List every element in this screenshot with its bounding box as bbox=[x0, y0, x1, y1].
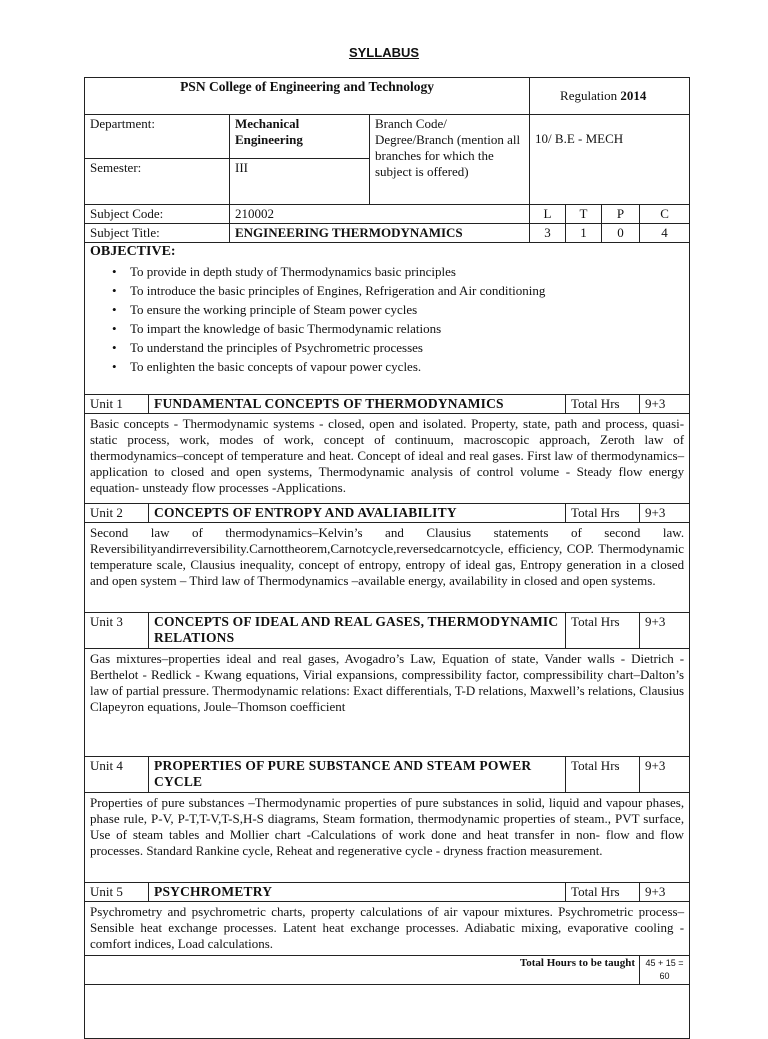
header-row bbox=[85, 78, 690, 115]
unit-content-row bbox=[85, 414, 690, 504]
regulation-cell bbox=[530, 78, 690, 115]
objective-text: To enlighten the basic concepts of vapour power cycles. bbox=[130, 359, 422, 374]
objective-item bbox=[112, 319, 684, 338]
unit-total-hrs-label: Total Hrs bbox=[566, 395, 640, 414]
objective-text: To ensure the working principle of Steam power cycles bbox=[130, 302, 418, 317]
unit-header-row bbox=[85, 883, 690, 902]
total-hours-value: 45 + 15 = 60 bbox=[640, 956, 690, 985]
total-hours-label: Total Hours to be taught bbox=[85, 956, 640, 985]
unit-content-row bbox=[85, 523, 690, 613]
objective-cell bbox=[85, 243, 690, 395]
unit-title: PSYCHROMETRY bbox=[149, 883, 566, 902]
page-heading: SYLLABUS bbox=[348, 45, 420, 60]
bullet-icon: • bbox=[112, 302, 117, 317]
objective-title: OBJECTIVE: bbox=[90, 244, 176, 259]
ltpc-value-c: 4 bbox=[640, 224, 690, 243]
unit-hrs-value: 9+3 bbox=[640, 613, 690, 649]
unit-header-row bbox=[85, 613, 690, 649]
bullet-icon: • bbox=[112, 359, 117, 374]
semester-label: Semester: bbox=[85, 159, 230, 205]
ltpc-header-p: P bbox=[602, 205, 640, 224]
unit-title: CONCEPTS OF IDEAL AND REAL GASES, THERMODYNAMIC RELATIONS bbox=[149, 613, 566, 649]
unit-header-row bbox=[85, 757, 690, 793]
subject-code-row bbox=[85, 205, 690, 224]
objective-text: To understand the principles of Psychrometric processes bbox=[130, 340, 423, 355]
ltpc-header-c: C bbox=[640, 205, 690, 224]
subject-code-value: 210002 bbox=[230, 205, 530, 224]
unit-content: Psychrometry and psychrometric charts, property calculations of air vapour mixtures. Psychrometric process–Sensible heat exchange processes. Latent heat exchange processes. Adiabatic mixing, evaporative cooling - comfort indices, Load calculations. bbox=[85, 902, 690, 956]
unit-content: Second law of thermodynamics–Kelvin’s and Clausius statements of second law. Reversibilityandirreversibility.Carnottheorem,Carnotcycle,reversedcarnotcycle, efficiency, COP. Thermodynamic temperature scale, Clausius inequality, concept of entropy, entropy of ideal gas, Entropy generation in a closed and open system – Third law of Thermodynamics –available energy, availability in closed and open systems. bbox=[85, 523, 690, 613]
unit-content-row bbox=[85, 902, 690, 956]
unit-number: Unit 3 bbox=[85, 613, 149, 649]
unit-hrs-value: 9+3 bbox=[640, 757, 690, 793]
unit-total-hrs-label: Total Hrs bbox=[566, 757, 640, 793]
blank-row bbox=[85, 985, 690, 1039]
objective-item bbox=[112, 262, 684, 281]
subject-title-value: ENGINEERING THERMODYNAMICS bbox=[230, 224, 530, 243]
unit-total-hrs-label: Total Hrs bbox=[566, 613, 640, 649]
unit-hrs-value: 9+3 bbox=[640, 504, 690, 523]
department-value: Mechanical Engineering bbox=[230, 115, 370, 159]
regulation-label: Regulation bbox=[560, 88, 618, 103]
bullet-icon: • bbox=[112, 321, 117, 336]
ltpc-value-p: 0 bbox=[602, 224, 640, 243]
unit-hrs-value: 9+3 bbox=[640, 883, 690, 902]
syllabus-table bbox=[84, 77, 690, 1039]
objective-text: To impart the knowledge of basic Thermodynamic relations bbox=[130, 321, 442, 336]
unit-content: Properties of pure substances –Thermodynamic properties of pure substances in solid, liquid and vapour phases, phase rule, P-V, P-T,T-V,T-S,H-S diagrams, Steam formation, thermodynamic properties of steam., PVT surface, Use of steam tables and Mollier chart -Calculations of work done and heat transfer in non- flow and flow processes. Standard Rankine cycle, Reheat and regenerative cycle - dryness fraction measurement. bbox=[85, 793, 690, 883]
unit-header-row bbox=[85, 504, 690, 523]
unit-number: Unit 2 bbox=[85, 504, 149, 523]
objective-item bbox=[112, 357, 684, 376]
unit-total-hrs-label: Total Hrs bbox=[566, 883, 640, 902]
ltpc-header-t: T bbox=[566, 205, 602, 224]
unit-content: Basic concepts - Thermodynamic systems - closed, open and isolated. Property, state, path and process, quasi-static process, work, modes of work, concept of continuum, macroscopic approach, Zeroth law of thermodynamics–concept of temperature and heat. Concept of ideal and real gases. First law of thermodynamics–application to closed and open systems, Thermodynamic analysis of control volume - Steady flow energy equation- unsteady flow processes -Applications. bbox=[85, 414, 690, 504]
unit-hrs-value: 9+3 bbox=[640, 395, 690, 414]
college-name: PSN College of Engineering and Technology bbox=[85, 78, 530, 115]
ltpc-value-l: 3 bbox=[530, 224, 566, 243]
regulation-year: 2014 bbox=[620, 88, 647, 103]
bullet-icon: • bbox=[112, 264, 117, 279]
objective-list bbox=[90, 262, 684, 376]
bullet-icon: • bbox=[112, 340, 117, 355]
unit-title: PROPERTIES OF PURE SUBSTANCE AND STEAM POWER CYCLE bbox=[149, 757, 566, 793]
branch-value: 10/ B.E - MECH bbox=[530, 115, 690, 205]
unit-number: Unit 4 bbox=[85, 757, 149, 793]
subject-title-label: Subject Title: bbox=[85, 224, 230, 243]
objective-row bbox=[85, 243, 690, 395]
branch-label: Branch Code/ Degree/Branch (mention all branches for which the subject is offered) bbox=[370, 115, 530, 205]
subject-title-row bbox=[85, 224, 690, 243]
bullet-icon: • bbox=[112, 283, 117, 298]
objective-text: To introduce the basic principles of Engines, Refrigeration and Air conditioning bbox=[130, 283, 546, 298]
unit-total-hrs-label: Total Hrs bbox=[566, 504, 640, 523]
unit-content-row bbox=[85, 793, 690, 883]
ltpc-value-t: 1 bbox=[566, 224, 602, 243]
department-label: Department: bbox=[85, 115, 230, 159]
objective-text: To provide in depth study of Thermodynamics basic principles bbox=[130, 264, 456, 279]
unit-title: FUNDAMENTAL CONCEPTS OF THERMODYNAMICS bbox=[149, 395, 566, 414]
unit-content-row bbox=[85, 649, 690, 757]
objective-item bbox=[112, 338, 684, 357]
ltpc-header-l: L bbox=[530, 205, 566, 224]
objective-item bbox=[112, 300, 684, 319]
unit-number: Unit 5 bbox=[85, 883, 149, 902]
objective-item bbox=[112, 281, 684, 300]
unit-header-row bbox=[85, 395, 690, 414]
unit-content: Gas mixtures–properties ideal and real gases, Avogadro’s Law, Equation of state, Vander walls - Dietrich - Berthelot - Redlick - Kwang equations, Virial expansions, compressibility factor, compressibility chart–Dalton’s law of partial pressure. Thermodynamic relations: Exact differentials, T-D relations, Maxwell’s relations, Clausius Clapeyron equations, Joule–Thomson coefficient bbox=[85, 649, 690, 757]
blank-cell bbox=[85, 985, 690, 1039]
subject-code-label: Subject Code: bbox=[85, 205, 230, 224]
unit-number: Unit 1 bbox=[85, 395, 149, 414]
department-row bbox=[85, 115, 690, 159]
unit-title: CONCEPTS OF ENTROPY AND AVALIABILITY bbox=[149, 504, 566, 523]
total-hours-row bbox=[85, 956, 690, 985]
semester-value: III bbox=[230, 159, 370, 205]
